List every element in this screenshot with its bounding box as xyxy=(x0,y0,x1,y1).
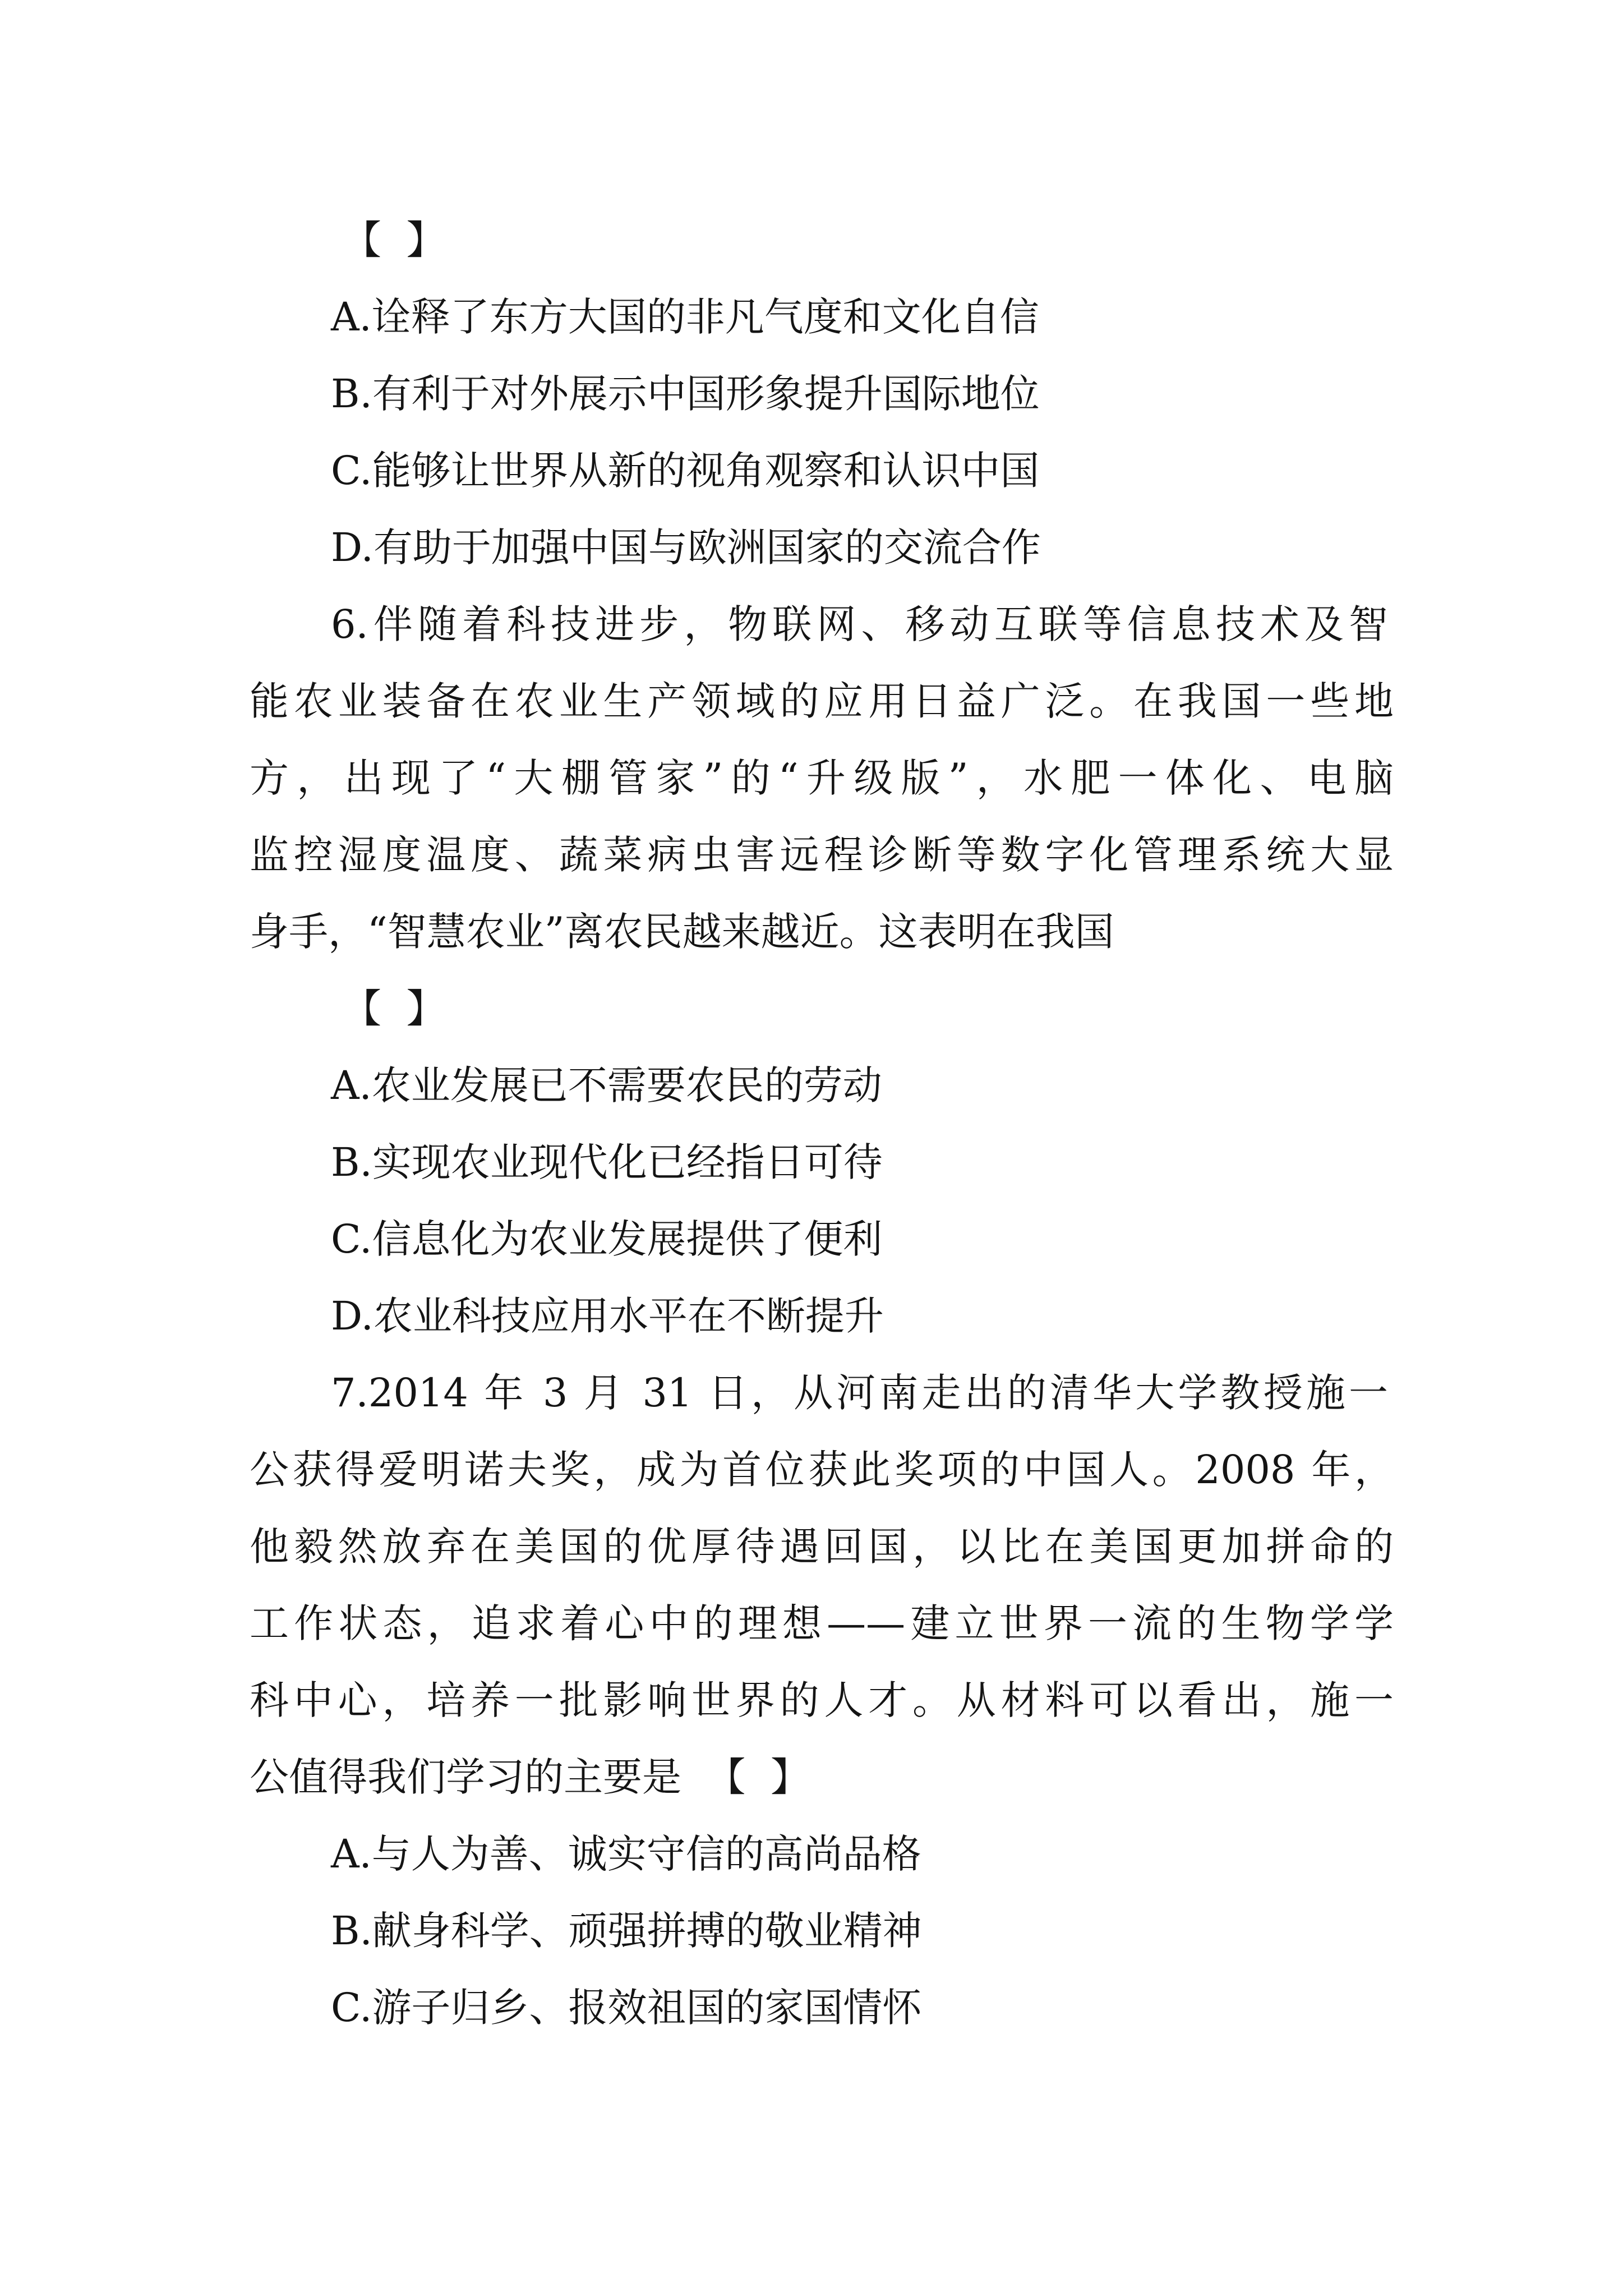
q7-stem-line-6: 公值得我们学习的主要是 【 】 xyxy=(250,1754,810,1800)
q7-option-c: C.游子归乡、报效祖国的家国情怀 xyxy=(331,1985,922,2031)
q6-option-b: B.实现农业现代化已经指日可待 xyxy=(331,1139,883,1185)
q6-stem-line-5: 身手，“智慧农业”离农民越来越近。这表明在我国 xyxy=(250,909,1114,955)
q7-stem-line-1: 7.2014 年 3 月 31 日，从河南走出的清华大学教授施一 xyxy=(331,1370,1388,1416)
q6-stem-line-1: 6.伴随着科技进步，物联网、移动互联等信息技术及智 xyxy=(331,601,1388,647)
q5-option-a: A.诠释了东方大国的非凡气度和文化自信 xyxy=(331,294,1039,340)
q7-option-b: B.献身科学、顽强拼搏的敬业精神 xyxy=(331,1908,922,1954)
q5-option-c: C.能够让世界从新的视角观察和认识中国 xyxy=(331,448,1040,494)
q6-option-d: D.农业科技应用水平在不断提升 xyxy=(331,1293,884,1339)
q7-stem-line-2: 公获得爱明诺夫奖，成为首位获此奖项的中国人。2008 年， xyxy=(250,1447,1394,1493)
q6-stem-line-2: 能农业装备在农业生产领域的应用日益广泛。在我国一些地 xyxy=(250,678,1394,724)
q5-option-d: D.有助于加强中国与欧洲国家的交流合作 xyxy=(331,524,1041,570)
q6-stem-line-4: 监控湿度温度、蔬菜病虫害远程诊断等数字化管理系统大显 xyxy=(250,832,1394,878)
q7-stem-line-4: 工作状态，追求着心中的理想——建立世界一流的生物学学 xyxy=(250,1600,1394,1646)
q7-stem-line-5: 科中心，培养一批影响世界的人才。从材料可以看出，施一 xyxy=(250,1677,1394,1723)
q7-option-a: A.与人为善、诚实守信的高尚品格 xyxy=(331,1831,921,1877)
q6-option-c: C.信息化为农业发展提供了便利 xyxy=(331,1216,883,1262)
q6-stem-line-3: 方，出现了“大棚管家”的“升级版”，水肥一体化、电脑 xyxy=(250,755,1394,801)
q5-option-b: B.有利于对外展示中国形象提升国际地位 xyxy=(331,371,1040,417)
q6-answer-bracket: 【 】 xyxy=(342,986,446,1032)
q6-option-a: A.农业发展已不需要农民的劳动 xyxy=(331,1062,882,1108)
q7-stem-line-3: 他毅然放弃在美国的优厚待遇回国，以比在美国更加拼命的 xyxy=(250,1524,1394,1570)
q5-answer-bracket: 【 】 xyxy=(342,217,446,263)
